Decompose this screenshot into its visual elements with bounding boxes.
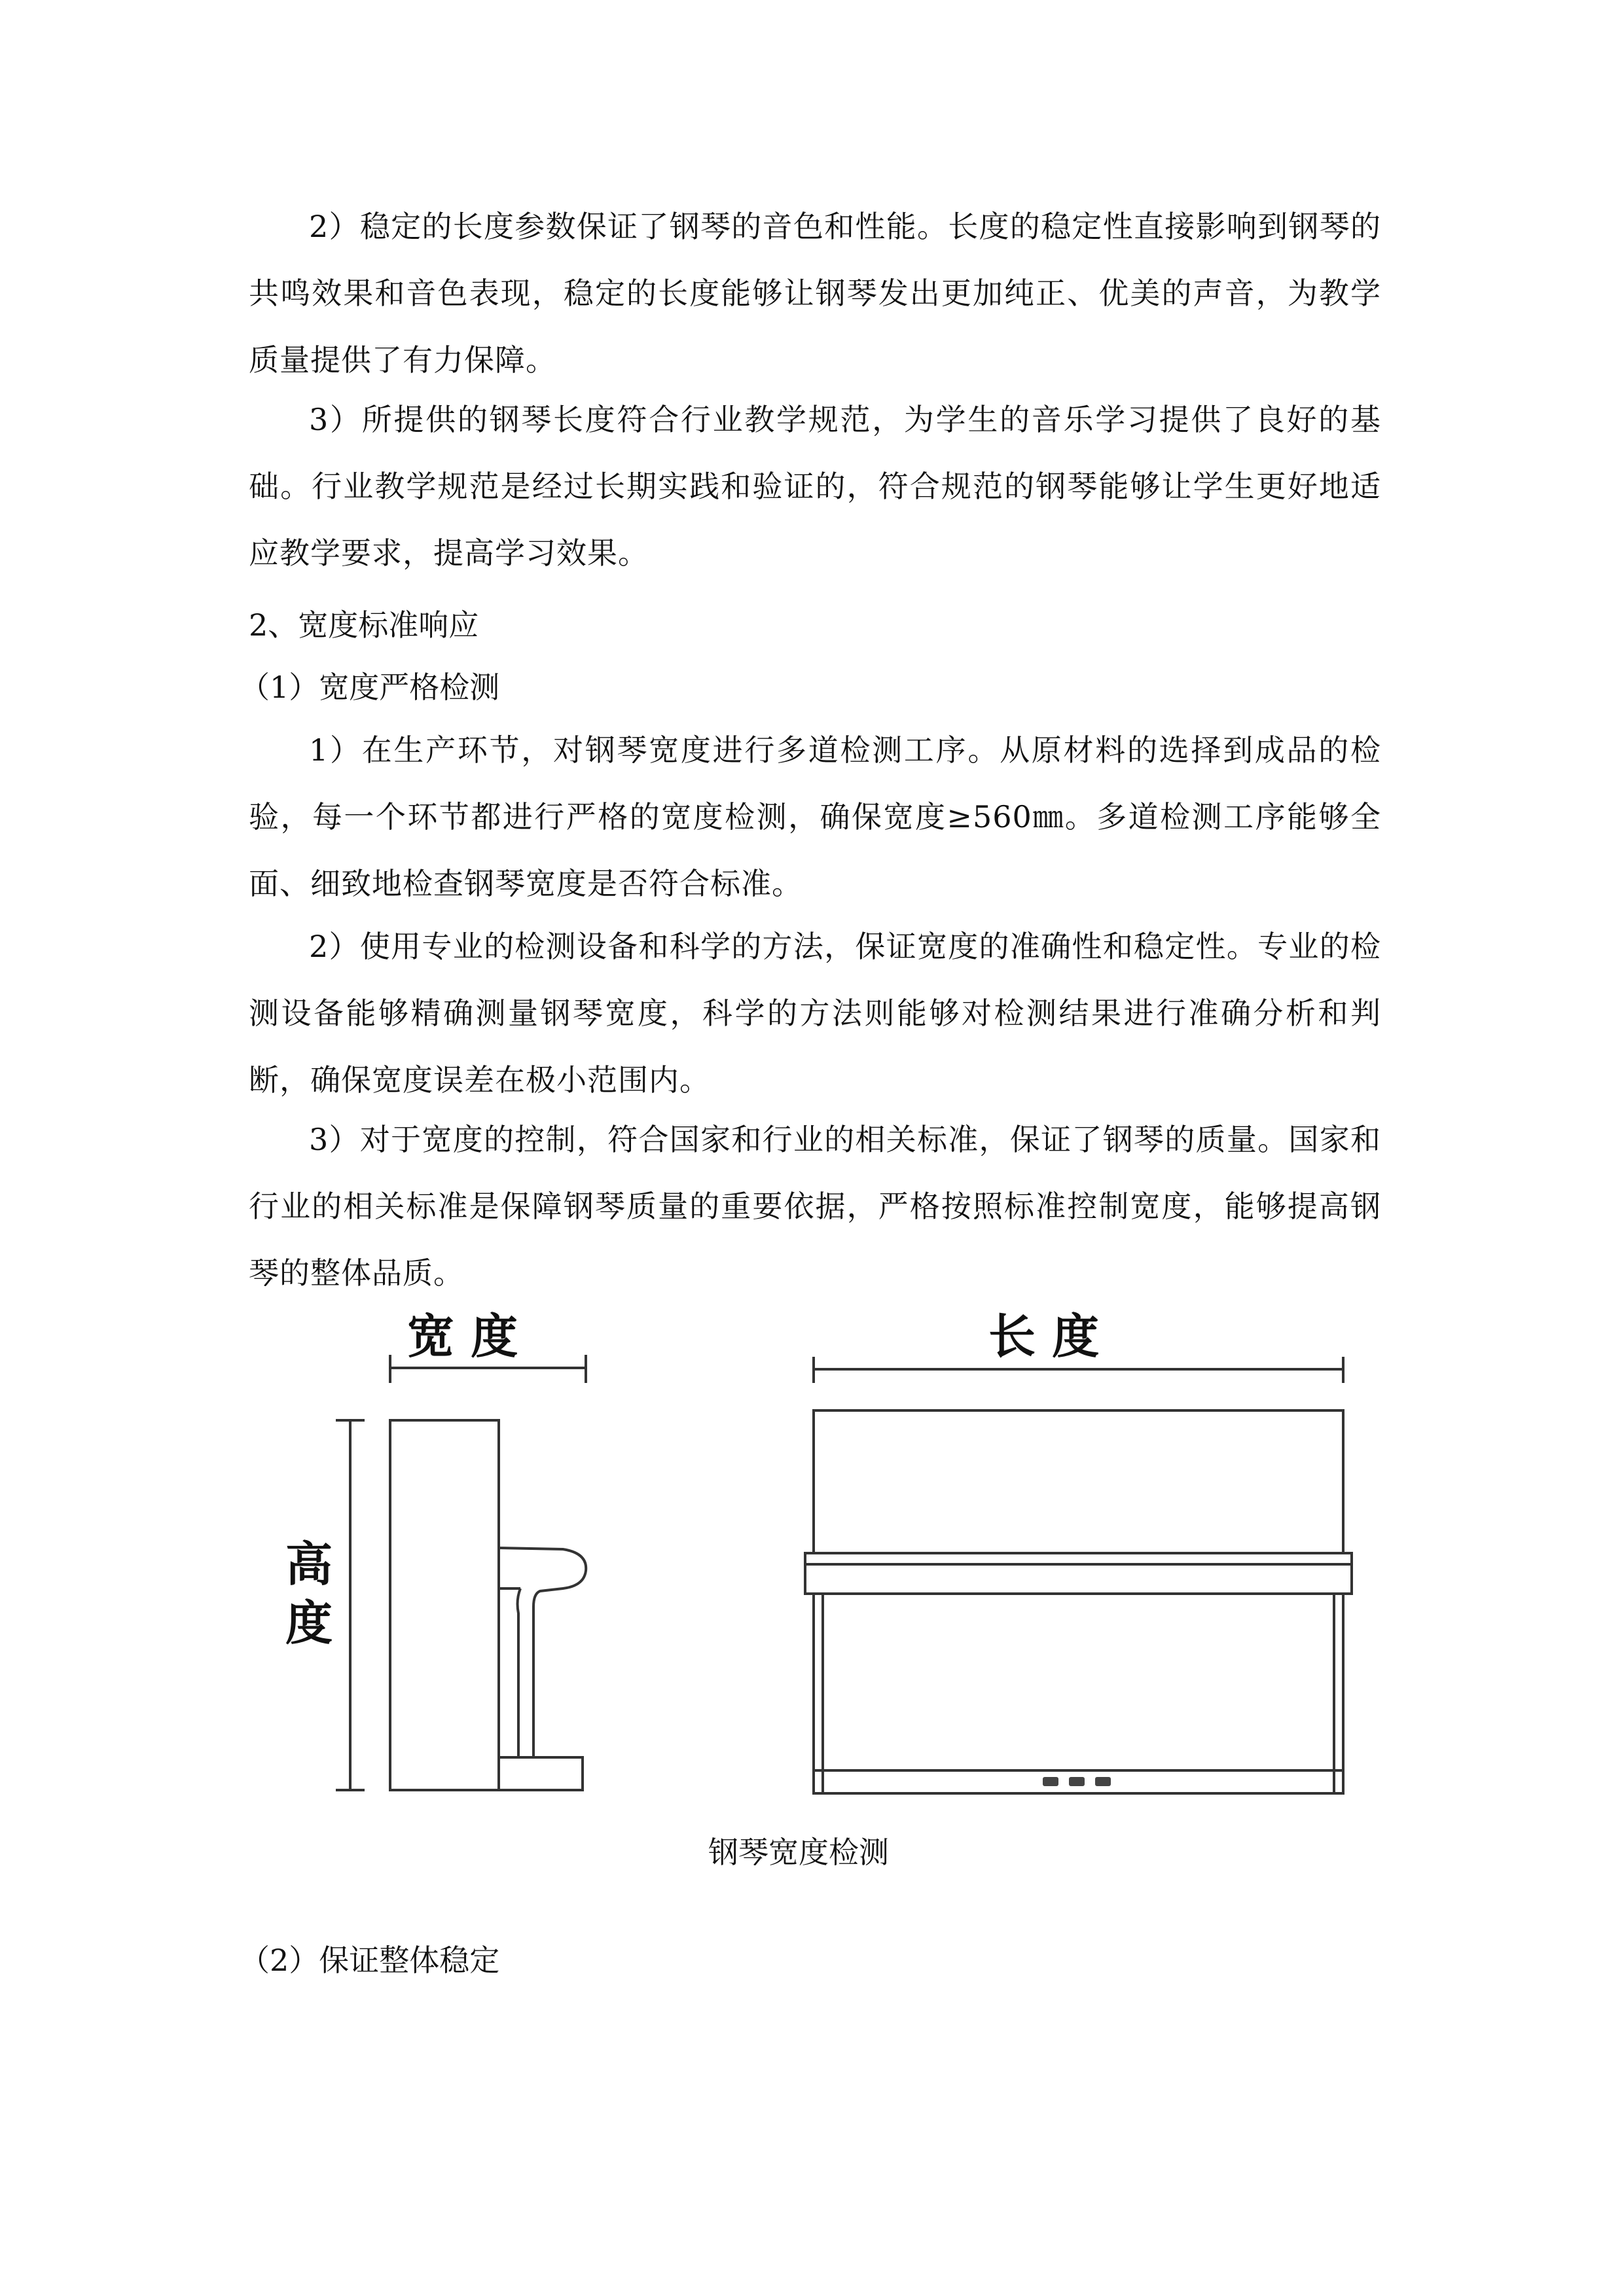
- piano-pedal-right: [1095, 1777, 1111, 1786]
- paragraph-length-stability: 2）稳定的长度参数保证了钢琴的音色和性能。长度的稳定性直接影响到钢琴的共鸣效果和音色表现，稳定的长度能够让钢琴发出更加纯正、优美的声音，为教学质量提供了有力保障。: [249, 209, 1381, 378]
- piano-front-keyboard-lid: [805, 1553, 1352, 1594]
- piano-diagram-svg: [262, 1306, 1362, 1810]
- height-label-bottom: 度: [285, 1596, 333, 1651]
- height-label-top: 高: [285, 1537, 333, 1592]
- piano-side-body: [390, 1420, 499, 1790]
- piano-pedal-middle: [1069, 1777, 1085, 1786]
- length-label: 长 度: [988, 1309, 1100, 1364]
- width-label: 宽 度: [407, 1309, 518, 1364]
- paragraph-width-equipment: 2）使用专业的检测设备和科学的方法，保证宽度的准确性和稳定性。专业的检测设备能够精确测量钢琴宽度，科学的方法则能够对检测结果进行准确分析和判断，确保宽度误差在极小范围内。: [249, 929, 1381, 1098]
- figure-caption: 钢琴宽度检测: [708, 1835, 889, 1870]
- piano-pedal-left: [1043, 1777, 1058, 1786]
- piano-side-keybed: [499, 1548, 586, 1757]
- subheading-width-inspection: （1）宽度严格检测: [240, 670, 500, 705]
- paragraph-width-control: 3）对于宽度的控制，符合国家和行业的相关标准，保证了钢琴的质量。国家和行业的相关标准是保障钢琴质量的重要依据，严格按照标准控制宽度，能够提高钢琴的整体品质。: [249, 1122, 1381, 1291]
- piano-dimension-diagram: [262, 1306, 1362, 1810]
- piano-front-upper: [814, 1410, 1343, 1553]
- paragraph-width-production: 1）在生产环节，对钢琴宽度进行多道检测工序。从原材料的选择到成品的检验，每一个环节都进行严格的宽度检测，确保宽度≥560㎜。多道检测工序能够全面、细致地检查钢琴宽度是否符合标准。: [249, 732, 1381, 901]
- section-heading-width: 2、宽度标准响应: [249, 607, 479, 643]
- subheading-overall-stability: （2）保证整体稳定: [240, 1943, 500, 1978]
- piano-side-base: [499, 1757, 583, 1790]
- paragraph-length-standard: 3）所提供的钢琴长度符合行业教学规范，为学生的音乐学习提供了良好的基础。行业教学规范是经过长期实践和验证的，符合规范的钢琴能够让学生更好地适应教学要求，提高学习效果。: [249, 402, 1381, 571]
